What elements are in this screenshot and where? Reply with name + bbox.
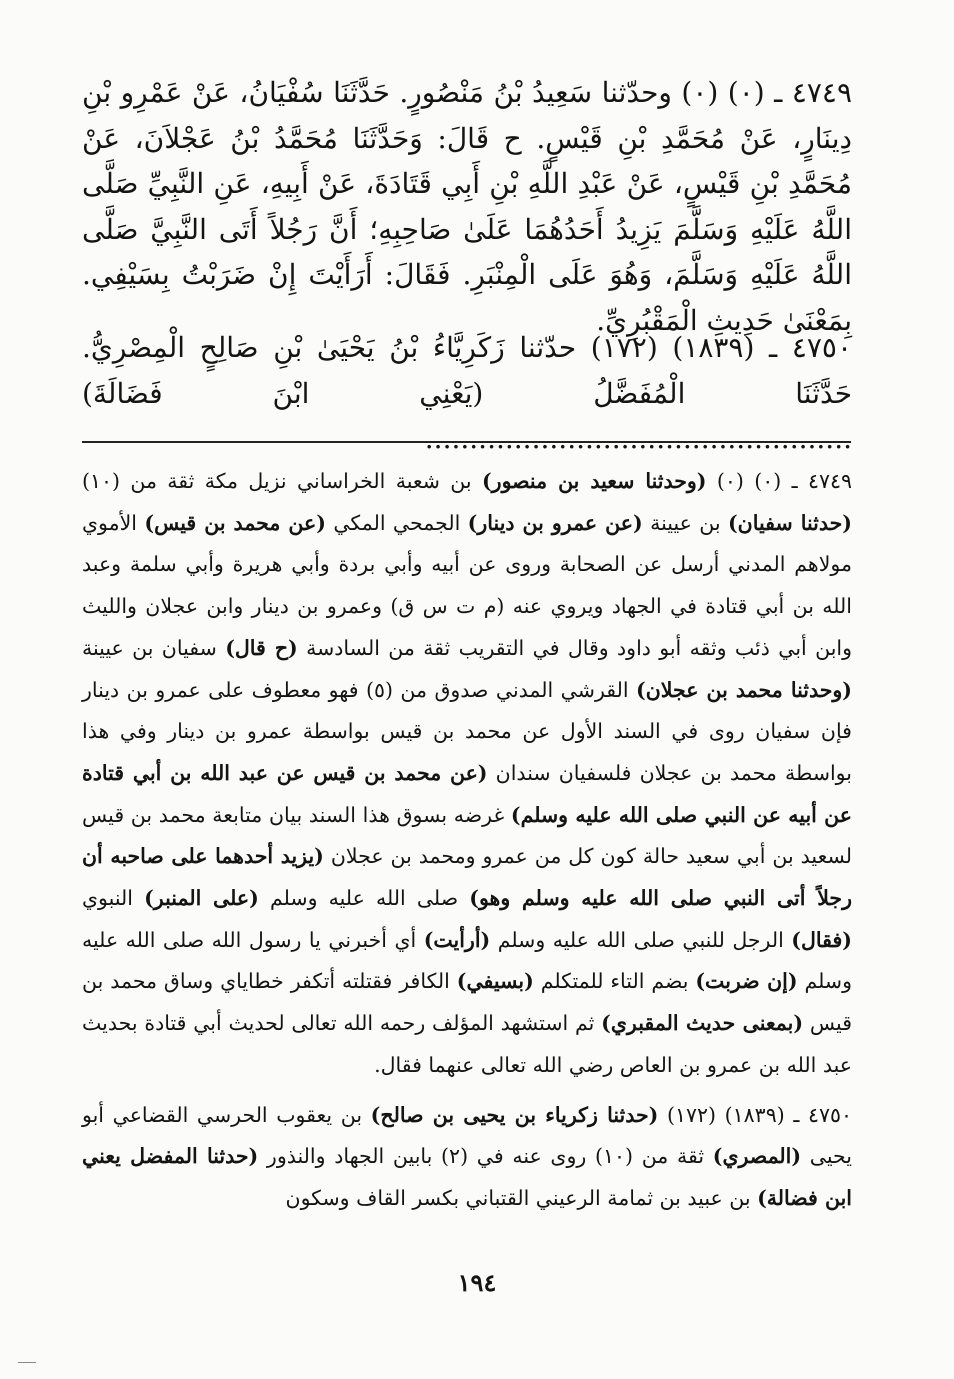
hadith-number: ٤٧٤٩ ـ (٠) (٠) xyxy=(681,76,852,109)
quoted-matn: (عن محمد بن قيس عن عبد الله بن أبي قتادة عن أبيه عن النبي صلى الله عليه وسلم) xyxy=(82,760,852,827)
commentary-text: بضم التاء للمتكلم xyxy=(533,969,696,994)
quoted-matn: (عن عمرو بن دينار) xyxy=(467,510,643,535)
commentary-text: الرجل للنبي صلى الله عليه وسلم xyxy=(490,927,792,952)
commentary-text: بن عيينة xyxy=(642,510,728,535)
hadith-4749 xyxy=(82,70,852,343)
commentary-text: بن يعقوب الحرسي القضاعي أبو يحيى xyxy=(82,1102,852,1169)
continuation-dots: ................................................ xyxy=(424,422,852,455)
quoted-matn: (حدثنا المفضل يعني ابن فضالة) xyxy=(82,1144,852,1210)
quoted-matn: (عن محمد بن قيس) xyxy=(144,510,326,535)
commentary-text: بن شعبة الخراساني نزيل مكة ثقة من (١٠) xyxy=(82,469,482,493)
commentary-text: الأموي مولاهم المدني أرسل عن الصحابة وروى عن أبيه وأبي بردة وأبي هريرة وأبي سلمة وعبد الله بن أبي قتادة في الجهاد ويروي عنه (م ت س ق) وعمرو بن دينار وابن عجلان والليث وابن أبي ذئب وثقه أبو داود وقال في التقريب ثقة من السادسة xyxy=(82,510,852,660)
quoted-matn: (على المنبر) xyxy=(144,886,259,911)
quoted-matn: (بمعنى حديث المقبري) xyxy=(601,1011,804,1036)
footnote-divider xyxy=(82,441,851,443)
commentary-text: ثم استشهد المؤلف رحمه الله تعالى لحديث أبي قتادة بحديث عبد الله بن عمرو بن العاص رضي الله تعالى عنهما فقال. xyxy=(82,1011,852,1077)
quoted-matn: (أرأيت) xyxy=(423,927,491,952)
commentary-paragraph-4749 xyxy=(82,461,852,1087)
commentary-text: صلى الله عليه وسلم xyxy=(258,886,470,911)
commentary-text: الكافر فقتلته أتكفر خطاياي وساق محمد بن قيس xyxy=(82,969,852,1036)
commentary-text: بن عبيد بن ثمامة الرعيني القتباني بكسر القاف وسكون xyxy=(285,1185,758,1210)
quoted-matn: (وحدثنا محمد بن عجلان) xyxy=(636,677,852,702)
quoted-matn: (المصري) xyxy=(712,1144,802,1169)
commentary-paragraph-4750 xyxy=(82,1095,852,1220)
hadith-text: حدّثنا زَكَرِيَّاءُ بْنُ يَحْيَىٰ بْنِ صَالِحٍ الْمِصْرِيُّ. حَدَّثَنَا الْمُفَضَّلُ (يَعْنِي ابْنَ فَضَالَةَ) xyxy=(82,331,852,410)
quoted-matn: (إن ضربت) xyxy=(695,969,798,994)
quoted-matn: (بسيفي) xyxy=(456,969,534,994)
quoted-matn: (فقال) xyxy=(791,927,852,952)
quoted-matn: (حدثنا سفيان) xyxy=(727,510,852,535)
quoted-matn: (وحدثنا سعيد بن منصور) xyxy=(481,469,707,493)
page-number: ١٩٤ xyxy=(457,1268,497,1297)
hadith-number: ٤٧٥٠ ـ (١٨٣٩) (١٧٢) xyxy=(590,331,852,364)
quoted-matn: (يزيد أحدهما على صاحبه أن رجلاً أتى النبي صلى الله عليه وسلم وهو) xyxy=(82,844,852,911)
commentary-text: القرشي المدني صدوق من (٥) فهو معطوف على عمرو بن دينار فإن سفيان روى في السند الأول عن محمد بن قيس بواسطة عمرو بن دينار وفي هذا بواسطة محمد بن عجلان فلسفيان سندان xyxy=(82,677,852,785)
commentary-text: أي أخبرني يا رسول الله صلى الله عليه وسلم xyxy=(82,927,852,994)
commentary-text: ٤٧٤٩ ـ (٠) (٠) xyxy=(706,469,853,493)
commentary-text: ثقة من (١٠) روى عنه في (٢) بابين الجهاد والنذور xyxy=(258,1144,713,1169)
commentary-text: سفيان بن عيينة xyxy=(82,635,226,660)
commentary-text: الجمحي المكي xyxy=(325,510,468,535)
commentary-text: غرضه بسوق هذا السند بيان متابعة محمد بن قيس لسعيد بن أبي سعيد حالة كون كل من عمرو ومحمد بن عجلان xyxy=(82,802,853,869)
commentary xyxy=(82,461,852,1220)
quoted-matn: (ح قال) xyxy=(225,635,298,660)
commentary-text: ٤٧٥٠ ـ (١٨٣٩) (١٧٢) xyxy=(658,1102,852,1127)
scan-mark xyxy=(18,1362,36,1363)
commentary-text: النبوي xyxy=(82,886,145,911)
hadith-paragraph xyxy=(82,70,852,343)
hadith-text: وحدّثنا سَعِيدُ بْنُ مَنْصُورٍ. حَدَّثَنَا سُفْيَانُ، عَنْ عَمْرِو بْنِ دِينَارٍ، عَنْ مُحَمَّدِ بْنِ قَيْسٍ. ح قَالَ: وَحَدَّثَنَا مُحَمَّدُ بْنُ عَجْلاَنَ، عَنْ مُحَمَّدِ بْنِ قَيْسٍ، عَنْ عَبْدِ اللَّهِ بْنِ أَبِي قَتَادَةَ، عَنْ أَبِيهِ، عَنِ النَّبِيِّ صَلَّى اللَّهُ عَلَيْهِ وَسَلَّمَ يَزِيدُ أَحَدُهُمَا عَلَىٰ صَاحِبِهِ؛ أَنَّ رَجُلاً أَتَى النَّبِيَّ صَلَّى اللَّهُ عَلَيْهِ وَسَلَّمَ، وَهُوَ عَلَى الْمِنْبَرِ. فَقَالَ: أَرَأَيْتَ إِنْ ضَرَبْتُ بِسَيْفِي. بِمَعْنَىٰ حَدِيثِ الْمَقْبُرِيِّ. xyxy=(82,76,853,337)
quoted-matn: (حدثنا زكرياء بن يحيى بن صالح) xyxy=(370,1102,659,1127)
